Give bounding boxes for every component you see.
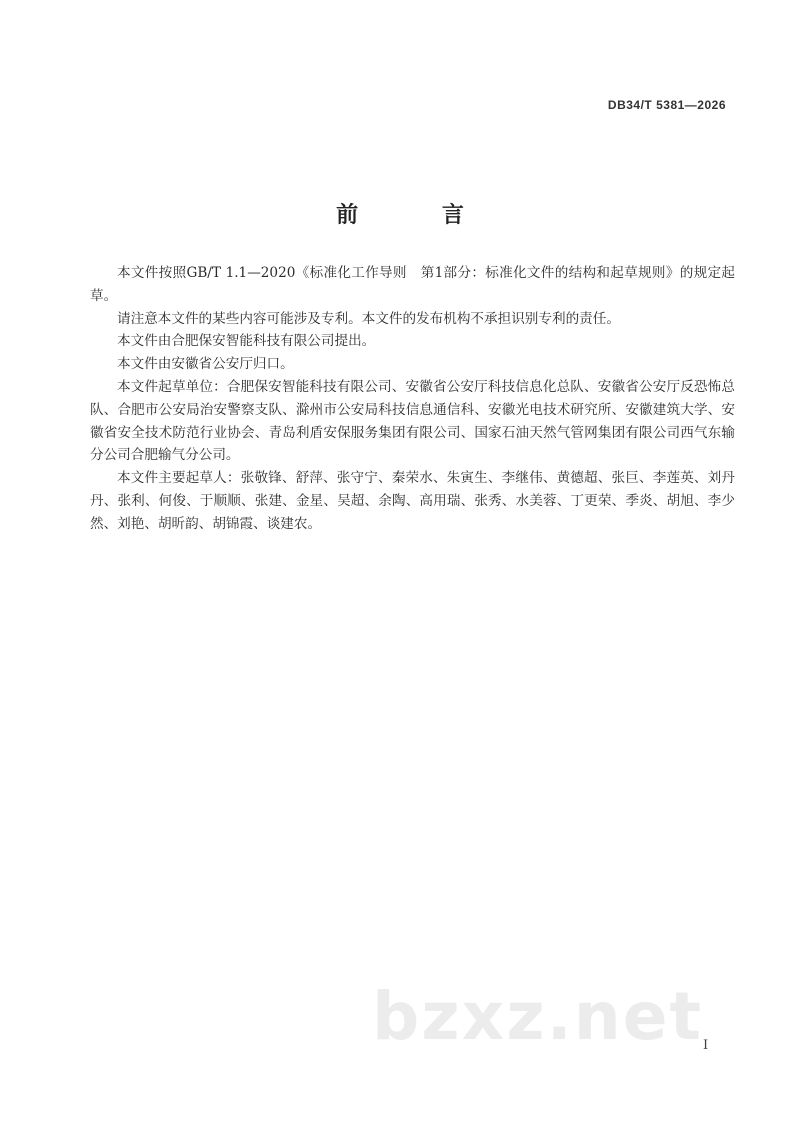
foreword-body — [90, 262, 735, 536]
paragraph-proposer: 本文件由合肥保安智能科技有限公司提出。 — [117, 333, 376, 350]
paragraph-drafting-units: 本文件起草单位：合肥保安智能科技有限公司、安徽省公安厅科技信息化总队、安徽省公安厅反恐怖总队、合肥市公安局治安警察支队、滁州市公安局科技信息通信科、安徽光电技术研究所、安徽建筑大学、安徽省安全技术防范行业协会、青岛利盾安保服务集团有限公司、国家石油天然气管网集团有限公司西气东输分公司合肥输气分公司。 — [90, 378, 735, 464]
watermark: bzxz.net — [372, 978, 704, 1055]
page-title: 前 言 — [336, 203, 502, 228]
page-number: I — [703, 1038, 709, 1053]
paragraph-patent-notice: 请注意本文件的某些内容可能涉及专利。本文件的发布机构不承担识别专利的责任。 — [117, 310, 620, 327]
paragraph-drafting-rules: 本文件按照GB/T 1.1—2020《标准化工作导则 第1部分：标准化文件的结构和起草规则》的规定起草。 — [90, 265, 735, 304]
document-number: DB34/T 5381—2026 — [607, 98, 726, 112]
paragraph-drafters: 本文件主要起草人：张敬锋、舒萍、张守宁、秦荣水、朱寅生、李继伟、黄德超、张巨、李莲英、刘丹丹、张利、何俊、于顺顺、张建、金星、吴超、余陶、高用瑞、张秀、水美蓉、丁更荣、季炎、胡旭、李少然、刘艳、胡昕韵、胡锦霞、谈建农。 — [90, 470, 735, 532]
paragraph-administrator: 本文件由安徽省公安厅归口。 — [117, 356, 294, 373]
